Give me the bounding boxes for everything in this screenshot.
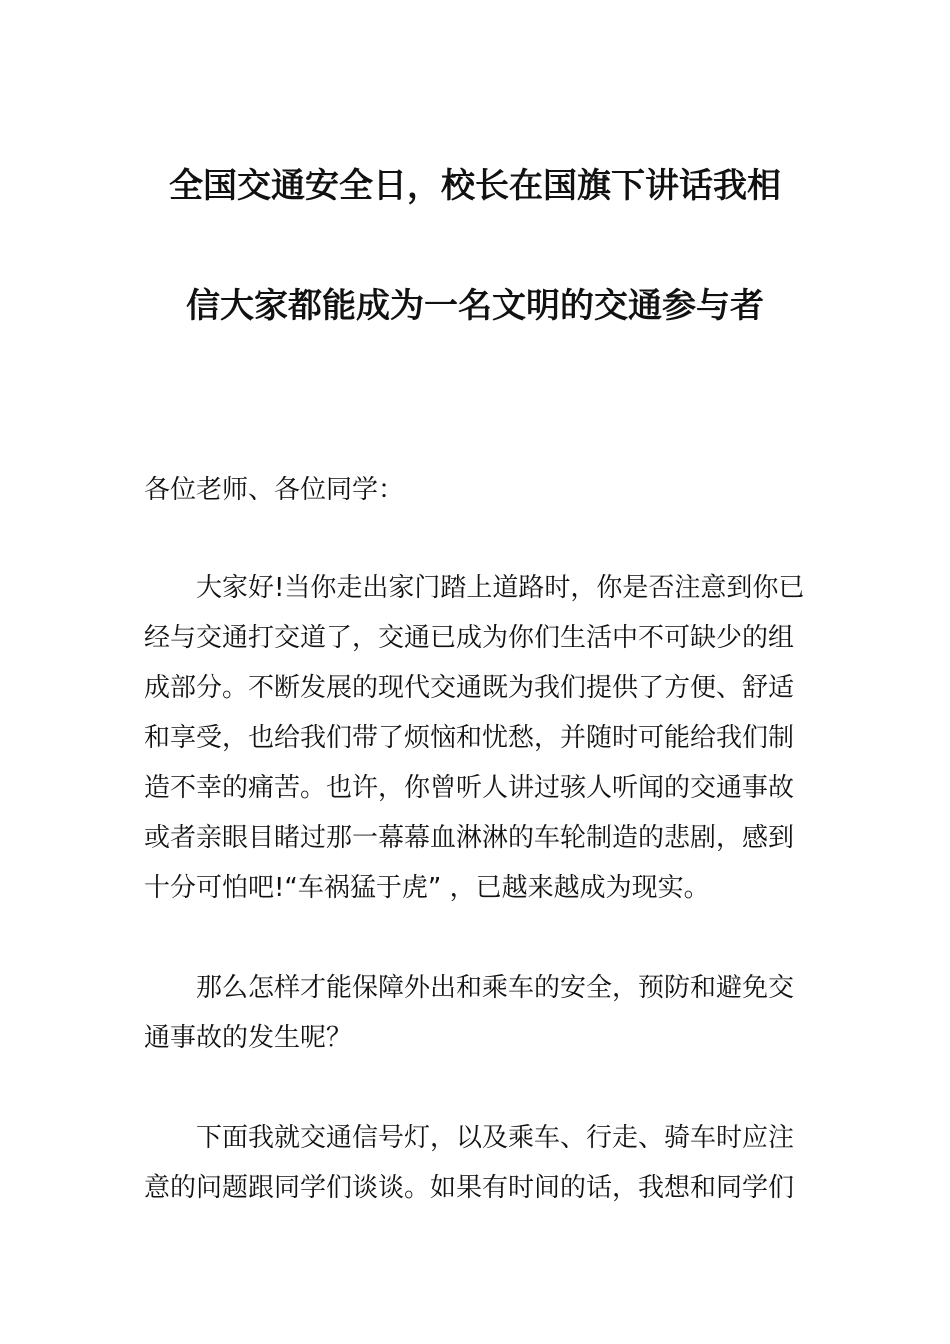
paragraph-text: 下面我就交通信号灯，以及乘车、行走、骑车时应注意的问题跟同学们谈谈。如果有时间的话，我想和同学们 [144, 1123, 795, 1203]
paragraph-1 [144, 563, 810, 913]
paragraph-2 [144, 963, 810, 1063]
document-title-line-2: 信大家都能成为一名文明的交通参与者 [186, 286, 764, 326]
paragraph-text: 那么怎样才能保障外出和乘车的安全，预防和避免交通事故的发生呢？ [144, 973, 795, 1053]
salutation: 各位老师、各位同学： [144, 475, 405, 505]
document-title-line-1: 全国交通安全日，校长在国旗下讲话我相 [169, 166, 781, 206]
paragraph-3 [144, 1113, 810, 1213]
paragraph-text: 大家好!当你走出家门踏上道路时，你是否注意到你已经与交通打交道了，交通已成为你们生活中不可缺少的组成部分。不断发展的现代交通既为我们提供了方便、舒适和享受，也给我们带了烦恼和忧愁，并随时可能给我们制造不幸的痛苦。也许，你曾听人讲过骇人听闻的交通事故或者亲眼目睹过那一幕幕血淋淋的车轮制造的悲剧，感到十分可怕吧!“车祸猛于虎” ，已越来越成为现实。 [144, 573, 805, 903]
